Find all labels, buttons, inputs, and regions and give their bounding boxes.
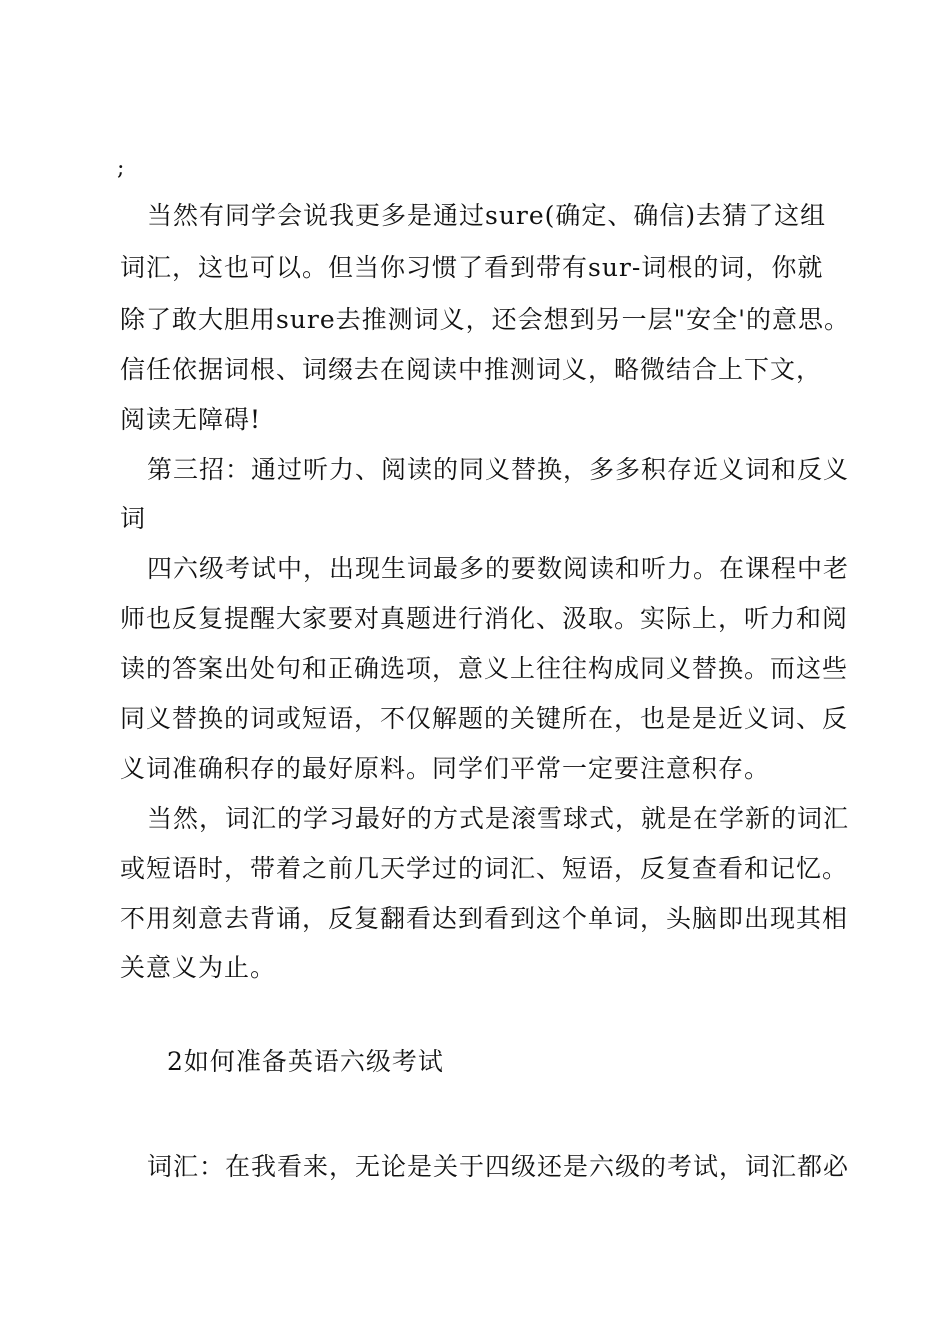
paragraph-line: 词汇：在我看来，无论是关于四级还是六级的考试，词汇都必 — [147, 1152, 850, 1181]
paragraph-line: 信任依据词根、词缀去在阅读中推测词义，略微结合上下文， — [120, 355, 823, 384]
paragraph-line: 当然，词汇的学习最好的方式是滚雪球式，就是在学新的词汇 — [147, 804, 850, 833]
paragraph-line: 或短语时，带着之前几天学过的词汇、短语，反复查看和记忆。 — [120, 854, 849, 883]
paragraph-line: 师也反复提醒大家要对真题进行消化、汲取。实际上，听力和阅 — [120, 604, 849, 633]
paragraph-line: 当然有同学会说我更多是通过sure(确定、确信)去猜了这组 — [147, 201, 827, 230]
paragraph-line: 阅读无障碍! — [120, 405, 262, 434]
paragraph-line: 不用刻意去背诵，反复翻看达到看到这个单词，头脑即出现其相 — [120, 904, 849, 933]
semicolon-mark: ; — [117, 156, 125, 181]
paragraph-line: 读的答案出处句和正确选项，意义上往往构成同义替换。而这些 — [120, 654, 849, 683]
paragraph-line: 同义替换的词或短语，不仅解题的关键所在，也是是近义词、反 — [120, 704, 849, 733]
paragraph-line: 义词准确积存的最好原料。同学们平常一定要注意积存。 — [120, 754, 771, 783]
paragraph-line: 词汇，这也可以。但当你习惯了看到带有sur-词根的词，你就 — [120, 253, 824, 282]
paragraph-line: 词 — [120, 504, 147, 533]
paragraph-line: 第三招：通过听力、阅读的同义替换，多多积存近义词和反义 — [147, 455, 850, 484]
paragraph-line: 关意义为止。 — [120, 953, 277, 982]
paragraph-line: 除了敢大胆用sure去推测词义，还会想到另一层"安全'的意思。 — [120, 305, 851, 334]
paragraph-line: 四六级考试中，出现生词最多的要数阅读和听力。在课程中老 — [147, 554, 850, 583]
section-heading: 2如何准备英语六级考试 — [167, 1047, 444, 1076]
